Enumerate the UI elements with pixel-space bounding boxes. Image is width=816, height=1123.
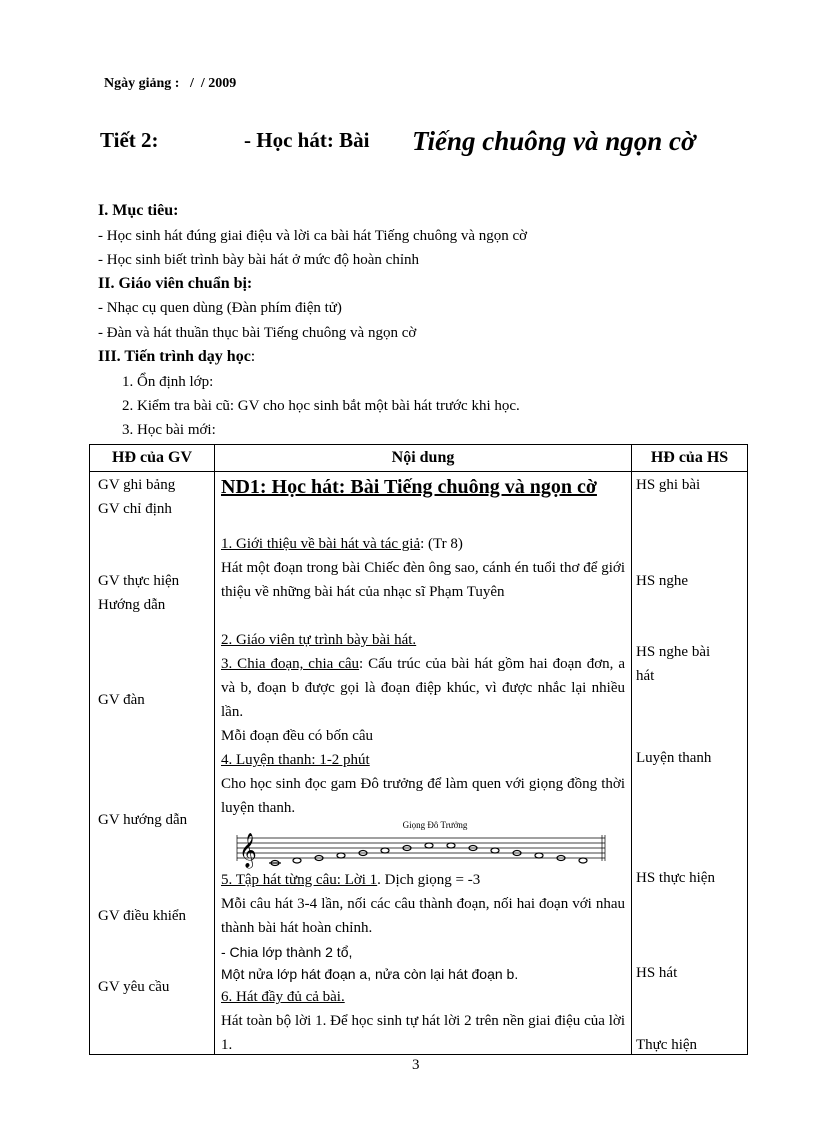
- step-1-heading-text: 1. Giới thiệu về bài hát và tác giả: [221, 536, 421, 552]
- section-2-item: - Đàn và hát thuần thục bài Tiếng chuông và ngọn cờ: [98, 325, 417, 341]
- hs-activity: Luyện thanh: [636, 750, 712, 766]
- step-4-body: Cho học sinh đọc gam Đô trưởng để làm quen với giọng đồng thời luyện thanh.: [221, 776, 625, 816]
- date-line: Ngày giảng : / / 2009: [104, 76, 237, 91]
- header-hs: HĐ của HS: [632, 445, 748, 472]
- hs-activity: HS nghe: [636, 573, 689, 589]
- step-6-body: Hát toàn bộ lời 1. Để học sinh tự hát lời 2 trên nền giai điệu của lời 1.: [221, 1013, 625, 1053]
- gv-activity: GV đàn: [98, 692, 145, 708]
- section-2-item: - Nhạc cụ quen dùng (Đàn phím điện tử): [98, 300, 342, 316]
- gv-activity: GV ghi bảng: [98, 477, 176, 493]
- step-6-heading: 6. Hát đầy đủ cả bài.: [221, 989, 345, 1005]
- step-3-extra: Mỗi đoạn đều có bốn câu: [221, 728, 374, 744]
- step-5-heading-text: 5. Tập hát từng câu: Lời 1: [221, 872, 378, 888]
- section-3-title-text: III. Tiến trình dạy học: [98, 348, 251, 365]
- hs-cell: [632, 472, 748, 1055]
- table-header-row: [90, 445, 748, 472]
- section-3-step: 2. Kiểm tra bài cũ: GV cho học sinh bắt một bài hát trước khi học.: [122, 398, 520, 414]
- staff-lines: [237, 835, 605, 861]
- section-2-title: II. Giáo viên chuẩn bị:: [98, 275, 253, 292]
- hs-activity: HS ghi bài: [636, 477, 701, 493]
- hs-activity: HS nghe bài: [636, 644, 711, 660]
- gv-activity: GV hướng dẫn: [98, 812, 188, 828]
- step-1-heading-tail: : (Tr 8): [420, 536, 463, 552]
- lesson-table: [89, 444, 748, 1055]
- hs-activity: HS hát: [636, 965, 678, 981]
- header-gv: HĐ của GV: [90, 445, 215, 472]
- page-number: 3: [412, 1057, 420, 1073]
- table-row: [90, 472, 748, 1055]
- step-2-heading: 2. Giáo viên tự trình bày bài hát.: [221, 632, 417, 648]
- step-1-heading: [221, 532, 625, 556]
- note: [447, 843, 455, 848]
- section-3-step: 1. Ổn định lớp:: [122, 374, 214, 390]
- treble-clef-icon: 𝄞: [239, 833, 257, 868]
- note: [579, 858, 587, 863]
- gv-cell: [90, 472, 215, 1055]
- step-5-split-1: - Chia lớp thành 2 tổ,: [221, 944, 353, 960]
- step-3: [221, 652, 625, 724]
- note: [381, 848, 389, 853]
- header-content: Nội dung: [215, 445, 632, 472]
- section-3-title: [98, 348, 255, 366]
- note: [535, 853, 543, 858]
- section-1-title: I. Mục tiêu:: [98, 202, 179, 219]
- gv-activity: GV chỉ định: [98, 501, 172, 517]
- hs-activity: Thực hiện: [636, 1037, 698, 1053]
- section-1-item: - Học sinh biết trình bày bài hát ở mức độ hoàn chỉnh: [98, 252, 419, 268]
- song-prefix: - Học hát: Bài: [244, 128, 370, 152]
- lesson-label: Tiết 2:: [100, 128, 159, 152]
- gv-activity: GV điều khiển: [98, 908, 187, 924]
- step-5-heading: [221, 868, 625, 892]
- section-1-item: - Học sinh hát đúng giai điệu và lời ca bài hát Tiếng chuông và ngọn cờ: [98, 228, 528, 244]
- section-3-step: 3. Học bài mới:: [122, 422, 216, 438]
- step-4-heading: 4. Luyện thanh: 1-2 phút: [221, 752, 370, 768]
- step-5-body: Mỗi câu hát 3-4 lần, nối các câu thành đoạn, nối hai đoạn với nhau thành bài hát hoàn chỉnh.: [221, 896, 625, 936]
- step-3-body: : Cấu trúc của bài hát gồm hai đoạn đơn, a và b, đoạn b được gọi là đoạn điệp khúc, vì được nhắc lại nhiều lần.: [221, 656, 625, 720]
- scale-notes: [269, 843, 587, 866]
- section-3-title-colon: :: [250, 348, 256, 365]
- step-1-body: Hát một đoạn trong bài Chiếc đèn ông sao, cánh én tuổi thơ để giới thiệu về những bài hát của nhạc sĩ Phạm Tuyên: [221, 560, 625, 600]
- gv-activity: Hướng dẫn: [98, 597, 166, 613]
- hs-activity: HS thực hiện: [636, 870, 715, 886]
- song-title: Tiếng chuông và ngọn cờ: [412, 126, 696, 156]
- hs-activity: hát: [636, 668, 655, 684]
- note: [425, 843, 433, 848]
- note: [337, 853, 345, 858]
- step-5-split-2: Một nửa lớp hát đoạn a, nửa còn lại hát đoạn b.: [221, 966, 519, 982]
- gv-activity: GV yêu cầu: [98, 979, 170, 995]
- content-cell: [215, 472, 632, 1055]
- note: [491, 848, 499, 853]
- step-5-heading-tail: . Dịch giọng = -3: [377, 872, 481, 888]
- staff-caption: Giọng Đô Trưởng: [402, 820, 468, 830]
- nd1-title: ND1: Học hát: Bài Tiếng chuông và ngọn cờ: [221, 476, 597, 498]
- c-major-scale-staff: [235, 818, 607, 870]
- step-3-heading: 3. Chia đoạn, chia câu: [221, 656, 360, 672]
- gv-activity: GV thực hiện: [98, 573, 180, 589]
- note: [293, 858, 301, 863]
